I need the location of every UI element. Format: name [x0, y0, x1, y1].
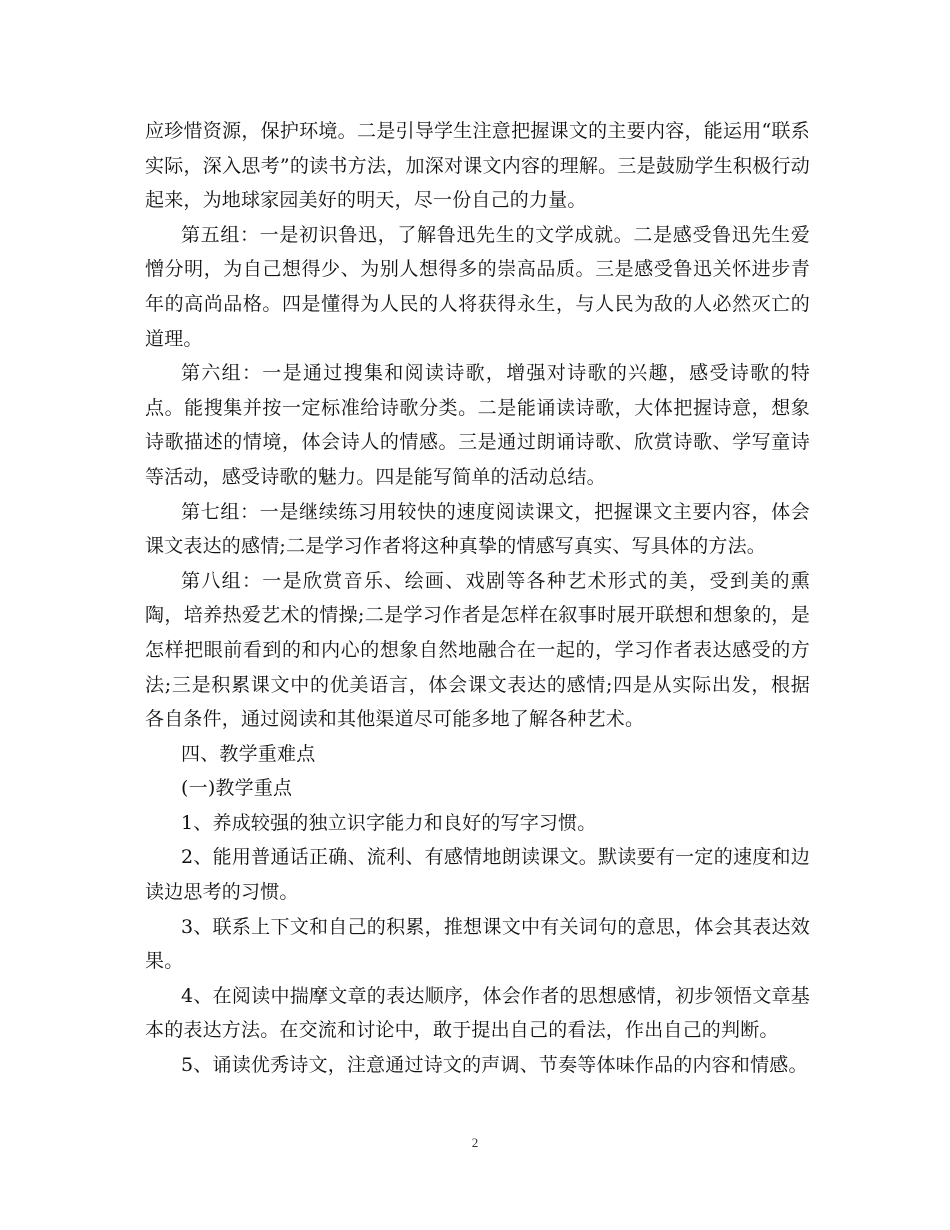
section-heading-teaching-key-difficult: 四、教学重难点: [181, 742, 316, 765]
paragraph-group-five: 第五组：一是初识鲁迅，了解鲁迅先生的文学成就。二是感受鲁迅先生爱憎分明，为自己想得少、为别人想得多的崇高品质。三是感受鲁迅关怀进步青年的高尚品格。四是懂得为人民的人将获得永生，与人民为敌的人必然灭亡的道理。: [145, 223, 810, 350]
key-point-1: 1、养成较强的独立识字能力和良好的写字习惯。: [181, 811, 597, 834]
page-number: 2: [471, 1135, 479, 1150]
key-point-4: 4、在阅读中揣摩文章的表达顺序，体会作者的思想感情，初步领悟文章基本的表达方法。在交流和讨论中，敢于提出自己的看法，作出自己的判断。: [145, 984, 810, 1042]
paragraph-continuation: 应珍惜资源，保护环境。二是引导学生注意把握课文的主要内容，能运用“联系实际，深入思考”的读书方法，加深对课文内容的理解。三是鼓励学生积极行动起来，为地球家园美好的明天，尽一份自己的力量。: [145, 120, 810, 212]
key-point-2: 2、能用普通话正确、流利、有感情地朗读课文。默读要有一定的速度和边读边思考的习惯。: [145, 846, 810, 904]
key-point-5: 5、诵读优秀诗文，注意通过诗文的声调、节奏等体味作品的内容和情感。: [181, 1054, 808, 1077]
key-point-3: 3、联系上下文和自己的积累，推想课文中有关词句的意思，体会其表达效果。: [145, 915, 810, 973]
paragraph-group-six: 第六组：一是通过搜集和阅读诗歌，增强对诗歌的兴趣，感受诗歌的特点。能搜集并按一定标准给诗歌分类。二是能诵读诗歌，大体把握诗意，想象诗歌描述的情境，体会诗人的情感。三是通过朗诵诗歌、欣赏诗歌、学写童诗等活动，感受诗歌的魅力。四是能写简单的活动总结。: [145, 362, 810, 488]
paragraph-group-seven: 第七组：一是继续练习用较快的速度阅读课文，把握课文主要内容，体会课文表达的感情;二是学习作者将这种真挚的情感写真实、写具体的方法。: [145, 500, 810, 558]
paragraph-group-eight: 第八组：一是欣赏音乐、绘画、戏剧等各种艺术形式的美，受到美的熏陶，培养热爱艺术的情操;二是学习作者是怎样在叙事时展开联想和想象的，是怎样把眼前看到的和内心的想象自然地融合在一起的，学习作者表达感受的方法;三是积累课文中的优美语言，体会课文表达的感情;四是从实际出发，根据各自条件，通过阅读和其他渠道尽可能多地了解各种艺术。: [145, 569, 810, 731]
document-body: [145, 114, 810, 1083]
subsection-heading-teaching-key: (一)教学重点: [181, 777, 293, 800]
